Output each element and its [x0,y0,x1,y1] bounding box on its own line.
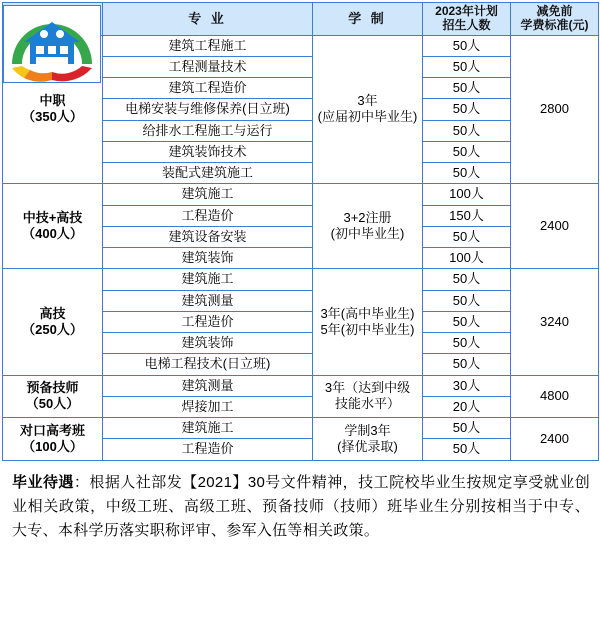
system-cell [313,418,423,461]
system-line2: 5年(初中毕业生) [320,321,415,337]
plan-cell: 50人 [423,333,511,354]
plan-cell: 50人 [423,35,511,56]
category-line1: 中职 [39,93,66,109]
header-system: 学 制 [313,3,423,36]
system-line2: (择优录取) [337,438,398,454]
category-line1: 高技 [39,305,66,321]
system-line2: (初中毕业生) [330,226,405,242]
system-cell [313,269,423,375]
major-cell: 建筑施工 [103,418,313,439]
category-line1: 中技+高技 [22,210,83,226]
plan-cell: 50人 [423,290,511,311]
plan-cell: 20人 [423,396,511,417]
note-body: ：根据人社部发【2021】30号文件精神，技工院校毕业生按规定享受就业创业相关政策，中级工班、高级工班、预备技师（技师）班毕业生分别按相当于中专、大专、本科学历落实职称评审、参军入伍等相关政策。 [12,473,591,540]
plan-cell: 150人 [423,205,511,226]
graduation-policy-note [12,471,590,544]
plan-cell: 50人 [423,418,511,439]
fee-cell: 2800 [511,35,599,184]
category-line2: （250人） [22,321,83,337]
major-cell: 工程造价 [103,311,313,332]
plan-cell: 50人 [423,163,511,184]
category-cell [3,269,103,375]
major-cell: 建筑装饰 [103,248,313,269]
major-cell: 建筑工程造价 [103,78,313,99]
major-cell: 装配式建筑施工 [103,163,313,184]
plan-cell: 50人 [423,120,511,141]
fee-cell: 2400 [511,184,599,269]
major-cell: 建筑施工 [103,269,313,290]
plan-cell: 50人 [423,354,511,375]
system-line1: 3+2注册 [343,210,392,226]
category-line2: （100人） [22,438,83,454]
header-fee-line1: 减免前 [536,4,573,18]
major-cell: 建筑测量 [103,290,313,311]
system-cell [313,184,423,269]
fee-cell: 2400 [511,418,599,461]
plan-cell: 50人 [423,226,511,247]
table-row [3,375,599,396]
major-cell: 工程造价 [103,439,313,460]
category-line1: 对口高考班 [19,422,85,438]
category-line2: （400人） [22,226,83,242]
table-row [3,184,599,205]
major-cell: 电梯安装与维修保养(日立班) [103,99,313,120]
plan-cell: 100人 [423,184,511,205]
plan-cell: 50人 [423,56,511,77]
category-cell [3,184,103,269]
note-title: 毕业待遇 [12,473,74,491]
major-cell: 建筑装饰技术 [103,141,313,162]
header-fee-line2: 学费标准(元) [520,17,589,32]
system-cell [313,375,423,418]
major-cell: 电梯工程技术(日立班) [103,354,313,375]
major-cell: 建筑测量 [103,375,313,396]
header-plan-line2: 招生人数 [442,17,491,32]
plan-cell: 50人 [423,439,511,460]
system-cell [313,35,423,184]
category-cell [3,418,103,461]
fee-cell: 3240 [511,269,599,375]
category-line2: （50人） [25,396,80,412]
major-cell: 工程测量技术 [103,56,313,77]
header-major: 专 业 [103,3,313,36]
system-line1: 3年（达到中级 [324,380,411,396]
system-line1: 3年(高中毕业生) [320,305,415,321]
plan-cell: 30人 [423,375,511,396]
system-line1: 3年 [357,93,378,109]
plan-cell: 50人 [423,311,511,332]
header-plan [423,3,511,36]
major-cell: 建筑装饰 [103,333,313,354]
category-line2: （350人） [22,109,83,125]
system-line2: 技能水平） [334,396,400,412]
header-plan-line1: 2023年计划 [435,4,498,18]
plan-cell: 100人 [423,248,511,269]
major-cell: 建筑工程施工 [103,35,313,56]
major-cell: 工程造价 [103,205,313,226]
plan-cell: 50人 [423,78,511,99]
fee-cell: 4800 [511,375,599,418]
plan-cell: 50人 [423,141,511,162]
major-cell: 建筑设备安装 [103,226,313,247]
major-cell: 建筑施工 [103,184,313,205]
plan-cell: 50人 [423,269,511,290]
system-line1: 学制3年 [344,422,391,438]
school-logo [3,5,101,83]
table-row [3,269,599,290]
table-row [3,418,599,439]
major-cell: 焊接加工 [103,396,313,417]
major-cell: 给排水工程施工与运行 [103,120,313,141]
category-cell [3,375,103,418]
plan-cell: 50人 [423,99,511,120]
system-line2: (应届初中毕业生) [317,109,418,125]
enrollment-plan-sheet [0,2,600,626]
header-fee [511,3,599,36]
category-line1: 预备技师 [26,380,79,396]
